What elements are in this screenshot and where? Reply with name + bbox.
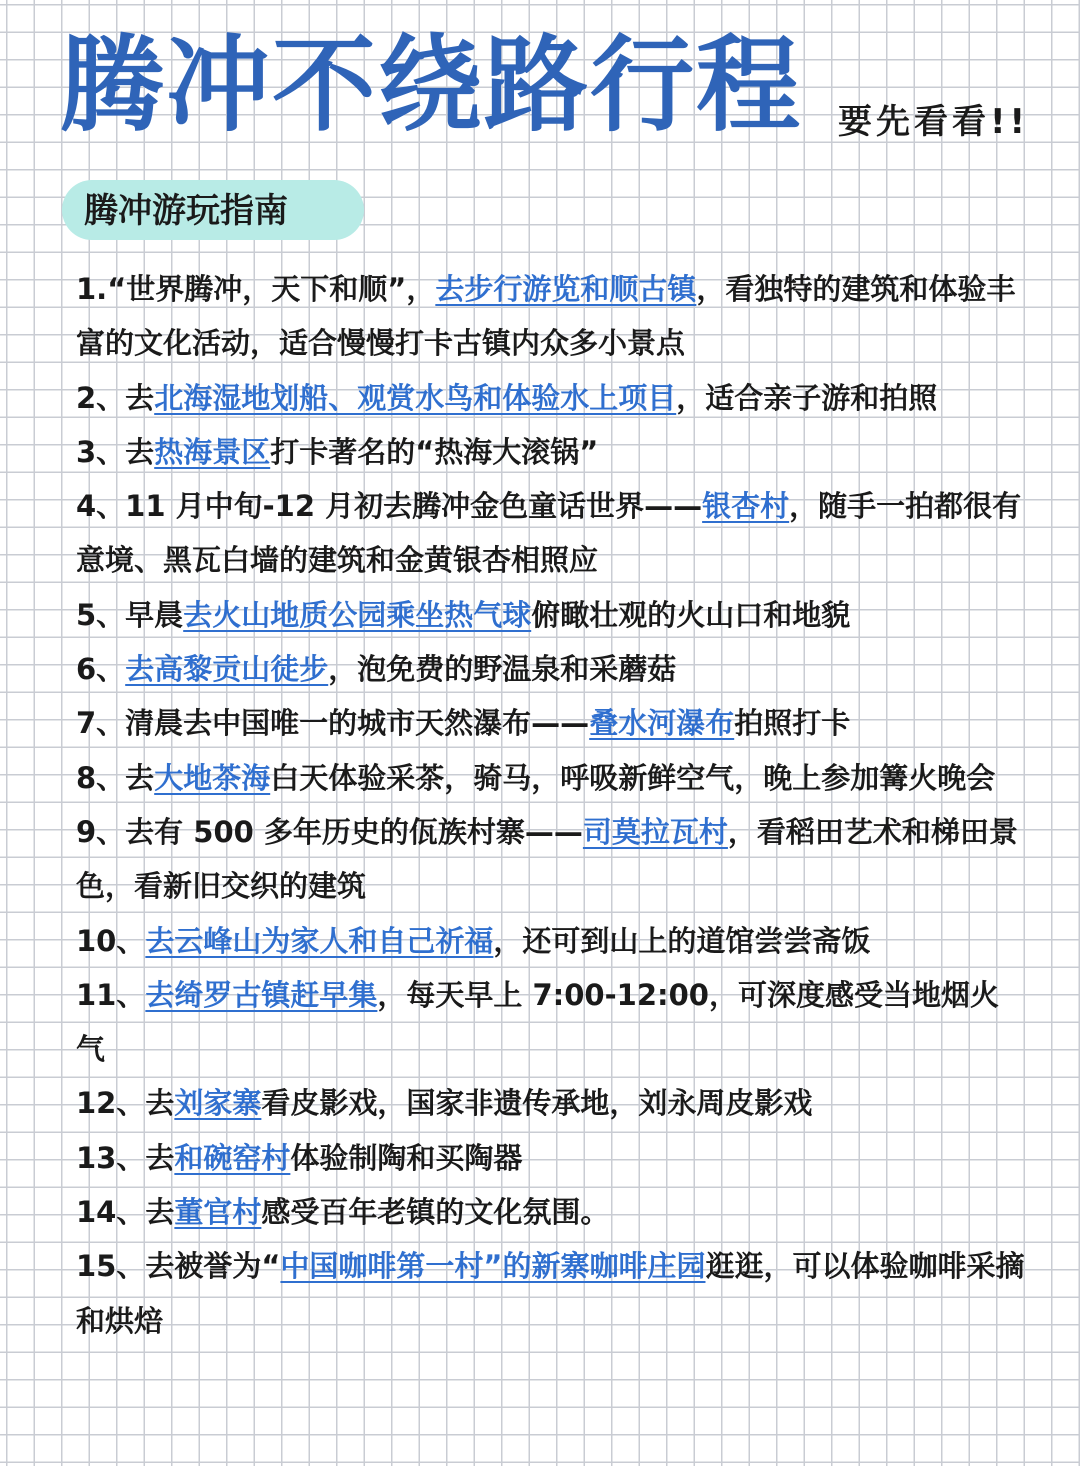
item-link[interactable]: 去火山地质公园乘坐热气球 <box>183 597 532 632</box>
item-text: ，随手一拍都很有意境、黑瓦白墙的建筑和金黄银杏相照应 <box>76 489 1022 578</box>
item-text: 13、去 <box>76 1140 175 1175</box>
list-item <box>76 479 1026 588</box>
item-link[interactable]: 司莫拉瓦村 <box>582 814 728 849</box>
list-item <box>76 751 1026 805</box>
item-text: ，每天早上 7:00-12:00，可深度感受当地烟火气 <box>76 977 999 1067</box>
item-text: ，泡免费的野温泉和采蘑菇 <box>328 652 677 687</box>
item-text: 拍照打卡 <box>734 706 851 741</box>
item-link[interactable]: 热海景区 <box>154 434 271 469</box>
item-text: 2、去 <box>76 380 155 415</box>
item-text: 感受百年老镇的文化氛围。 <box>261 1195 610 1230</box>
list-item <box>76 696 1026 750</box>
item-text: 1.“世界腾冲，天下和顺”， <box>76 272 436 306</box>
item-text: 看皮影戏，国家非遗传承地，刘永周皮影戏 <box>261 1086 813 1121</box>
item-link[interactable]: 董官村 <box>174 1195 262 1230</box>
section-title: 腾冲游玩指南 <box>84 191 288 231</box>
item-text: ，看独特的建筑和体验丰富的文化活动，适合慢慢打卡古镇内众多小景点 <box>76 272 1016 361</box>
list-item <box>76 371 1026 425</box>
list-item <box>76 1239 1026 1348</box>
list-item <box>76 642 1026 696</box>
item-link[interactable]: 去高黎贡山徒步 <box>125 652 329 687</box>
list-item <box>76 588 1026 642</box>
item-text: 8、去 <box>76 760 155 795</box>
item-text: 3、去 <box>76 434 155 469</box>
item-text: ，适合亲子游和拍照 <box>676 380 938 415</box>
list-item <box>76 1131 1026 1185</box>
item-link[interactable]: 去步行游览和顺古镇 <box>435 272 697 306</box>
item-text: ，看稻田艺术和梯田景色，看新旧交织的建筑 <box>76 814 1018 904</box>
list-item <box>76 1076 1026 1130</box>
item-link[interactable]: 刘家寨 <box>174 1086 262 1121</box>
list-item <box>76 805 1026 914</box>
item-link[interactable]: 叠水河瀑布 <box>589 706 735 741</box>
page-subtitle: 要先看看!! <box>838 102 1030 142</box>
item-link[interactable]: 中国咖啡第一村”的新寨咖啡庄园 <box>280 1249 706 1284</box>
item-text: 10、 <box>76 923 146 958</box>
item-link[interactable]: 银杏村 <box>702 489 790 524</box>
item-text: 15、去被誉为“ <box>76 1249 281 1284</box>
item-text: 俯瞰壮观的火山口和地貌 <box>531 597 851 632</box>
list-item <box>76 262 1026 371</box>
item-link[interactable]: 和碗窑村 <box>174 1140 291 1175</box>
item-text: 逛逛，可以体验咖啡采摘和烘焙 <box>76 1249 1025 1338</box>
item-link[interactable]: 去绮罗古镇赶早集 <box>145 977 378 1012</box>
item-text: 打卡著名的“热海大滚锅” <box>270 434 599 469</box>
item-text: ，还可到山上的道馆尝尝斋饭 <box>493 923 871 958</box>
item-text: 9、去有 500 多年历史的佤族村寨—— <box>76 814 583 849</box>
item-text: 6、 <box>76 652 126 687</box>
list-item <box>76 1185 1026 1239</box>
item-text: 14、去 <box>76 1195 175 1230</box>
item-text: 12、去 <box>76 1086 175 1121</box>
item-text: 白天体验采茶，骑马，呼吸新鲜空气，晚上参加篝火晚会 <box>270 760 996 795</box>
item-text: 5、早晨 <box>76 597 184 632</box>
list-item <box>76 914 1026 968</box>
guide-list <box>76 262 1026 1348</box>
item-text: 7、清晨去中国唯一的城市天然瀑布—— <box>76 706 590 741</box>
item-text: 体验制陶和买陶器 <box>290 1140 523 1175</box>
list-item <box>76 425 1026 479</box>
page-title: 腾冲不绕路行程 <box>60 24 803 146</box>
item-link[interactable]: 去云峰山为家人和自己祈福 <box>145 923 494 958</box>
list-item <box>76 968 1026 1077</box>
item-text: 11、 <box>76 977 146 1012</box>
item-text: 4、11 月中旬-12 月初去腾冲金色童话世界—— <box>76 489 703 524</box>
item-link[interactable]: 大地茶海 <box>154 760 271 795</box>
item-link[interactable]: 北海湿地划船、观赏水鸟和体验水上项目 <box>154 380 677 415</box>
